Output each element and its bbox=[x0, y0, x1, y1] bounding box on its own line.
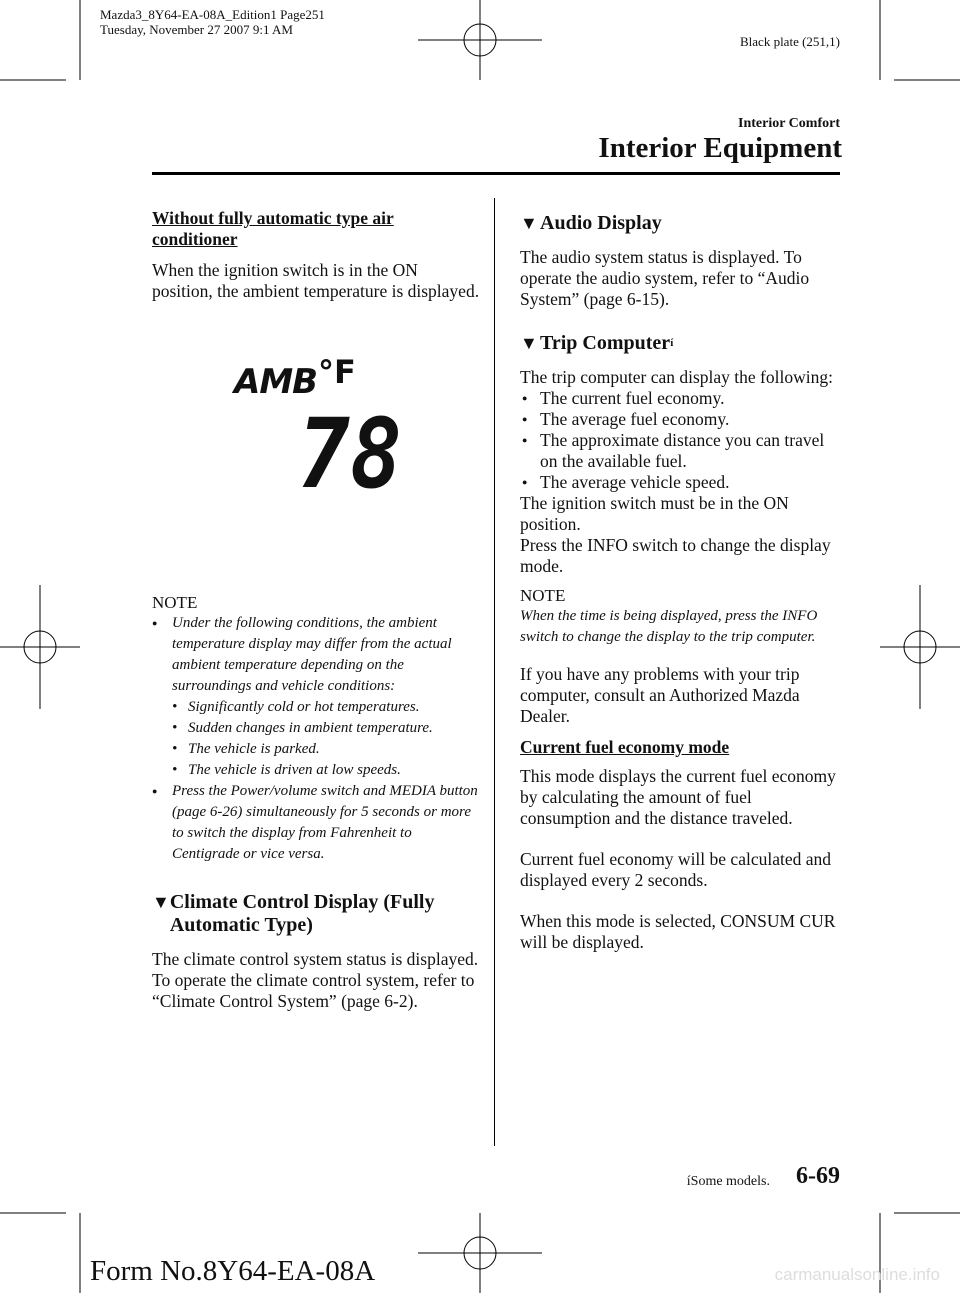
climate-body: The climate control system status is displayed. To operate the climate control system, refer to “Climate Control System” (page 6-2). bbox=[152, 949, 479, 1011]
audio-body: The audio system status is displayed. To operate the audio system, refer to “Audio System” (page 6-15). bbox=[520, 247, 810, 309]
form-number: Form No.8Y64-EA-08A bbox=[90, 1255, 376, 1287]
section-marker-icon: ▼ bbox=[152, 892, 170, 912]
trip-intro: The trip computer can display the following: bbox=[520, 367, 833, 387]
trip-heading-text: Trip Computer bbox=[540, 332, 671, 354]
note-item bbox=[152, 613, 482, 781]
note-sub-item: • The vehicle is driven at low speeds. bbox=[152, 760, 482, 781]
trip-list-item: ● The average vehicle speed. bbox=[520, 472, 840, 493]
watermark: carmanualsonline.info bbox=[774, 1265, 940, 1284]
note-label: NOTE bbox=[152, 593, 198, 612]
note-text: When the time is being displayed, press the INFO switch to change the display to the trip computer. bbox=[520, 608, 818, 645]
trip-paragraph: The ignition switch must be in the ON position. bbox=[520, 493, 789, 534]
section-label: Interior Comfort bbox=[738, 116, 840, 131]
trip-list-item: ● The current fuel economy. bbox=[520, 388, 840, 409]
some-models-mark: í bbox=[670, 337, 674, 349]
amb-label: AMB bbox=[234, 362, 318, 402]
note-sub-item: • Significantly cold or hot temperatures. bbox=[152, 697, 482, 718]
subsection-heading: Without fully automatic type air conditioner bbox=[152, 208, 394, 249]
trip-paragraph: Press the INFO switch to change the display mode. bbox=[520, 535, 831, 576]
fahrenheit-unit: °F bbox=[318, 353, 356, 391]
trip-heading bbox=[520, 332, 840, 355]
header-rule bbox=[152, 172, 840, 175]
audio-heading-text: Audio Display bbox=[540, 212, 662, 234]
trip-list-item: ● The average fuel economy. bbox=[520, 409, 840, 430]
trip-list-item: ● The approximate distance you can travel on the available fuel. bbox=[520, 430, 840, 472]
note-sub-item: • Sudden changes in ambient temperature. bbox=[152, 718, 482, 739]
climate-heading-text: Climate Control Display (Fully Automatic Type) bbox=[169, 891, 435, 936]
note-list bbox=[152, 613, 482, 865]
note-item-text: Under the following conditions, the ambient temperature display may differ from the actual ambient temperature depending on the surroundings and vehicle conditions: bbox=[172, 615, 452, 694]
temperature-value: 78 bbox=[298, 398, 403, 510]
subsection-heading: Current fuel economy mode bbox=[520, 737, 730, 757]
note-label: NOTE bbox=[520, 586, 566, 605]
note-item: ● Press the Power/volume switch and MEDIA button (page 6-26) simultaneously for 5 seconds or more to switch the display from Fahrenheit to Centigrade or vice versa. bbox=[152, 781, 482, 865]
current-mode-paragraph: When this mode is selected, CONSUM CUR will be displayed. bbox=[520, 911, 836, 952]
column-divider bbox=[494, 198, 495, 1146]
print-meta-line2: Tuesday, November 27 2007 9:1 AM bbox=[100, 22, 293, 37]
page-number: 6-69 bbox=[796, 1163, 840, 1189]
page-title: Interior Equipment bbox=[598, 132, 842, 164]
section-marker-icon: ▼ bbox=[520, 213, 538, 233]
print-meta-line1: Mazda3_8Y64-EA-08A_Edition1 Page251 bbox=[100, 7, 325, 22]
note-sub-item: • The vehicle is parked. bbox=[152, 739, 482, 760]
audio-heading bbox=[520, 212, 840, 235]
some-models-footnote: íSome models. bbox=[686, 1174, 770, 1189]
climate-heading bbox=[152, 891, 482, 937]
ambient-display-illustration bbox=[152, 302, 482, 552]
print-metadata bbox=[100, 7, 325, 37]
plate-label: Black plate (251,1) bbox=[740, 34, 840, 49]
trip-list bbox=[520, 388, 840, 493]
current-mode-paragraph: Current fuel economy will be calculated and displayed every 2 seconds. bbox=[520, 849, 831, 890]
right-column bbox=[520, 212, 840, 953]
current-mode-paragraph: This mode displays the current fuel economy by calculating the amount of fuel consumption and the distance traveled. bbox=[520, 766, 836, 828]
ambient-intro: When the ignition switch is in the ON position, the ambient temperature is displayed. bbox=[152, 260, 480, 301]
left-column bbox=[152, 208, 482, 1012]
problems-paragraph: If you have any problems with your trip computer, consult an Authorized Mazda Dealer. bbox=[520, 664, 800, 726]
note-sub-list bbox=[172, 697, 482, 781]
section-marker-icon: ▼ bbox=[520, 333, 538, 353]
